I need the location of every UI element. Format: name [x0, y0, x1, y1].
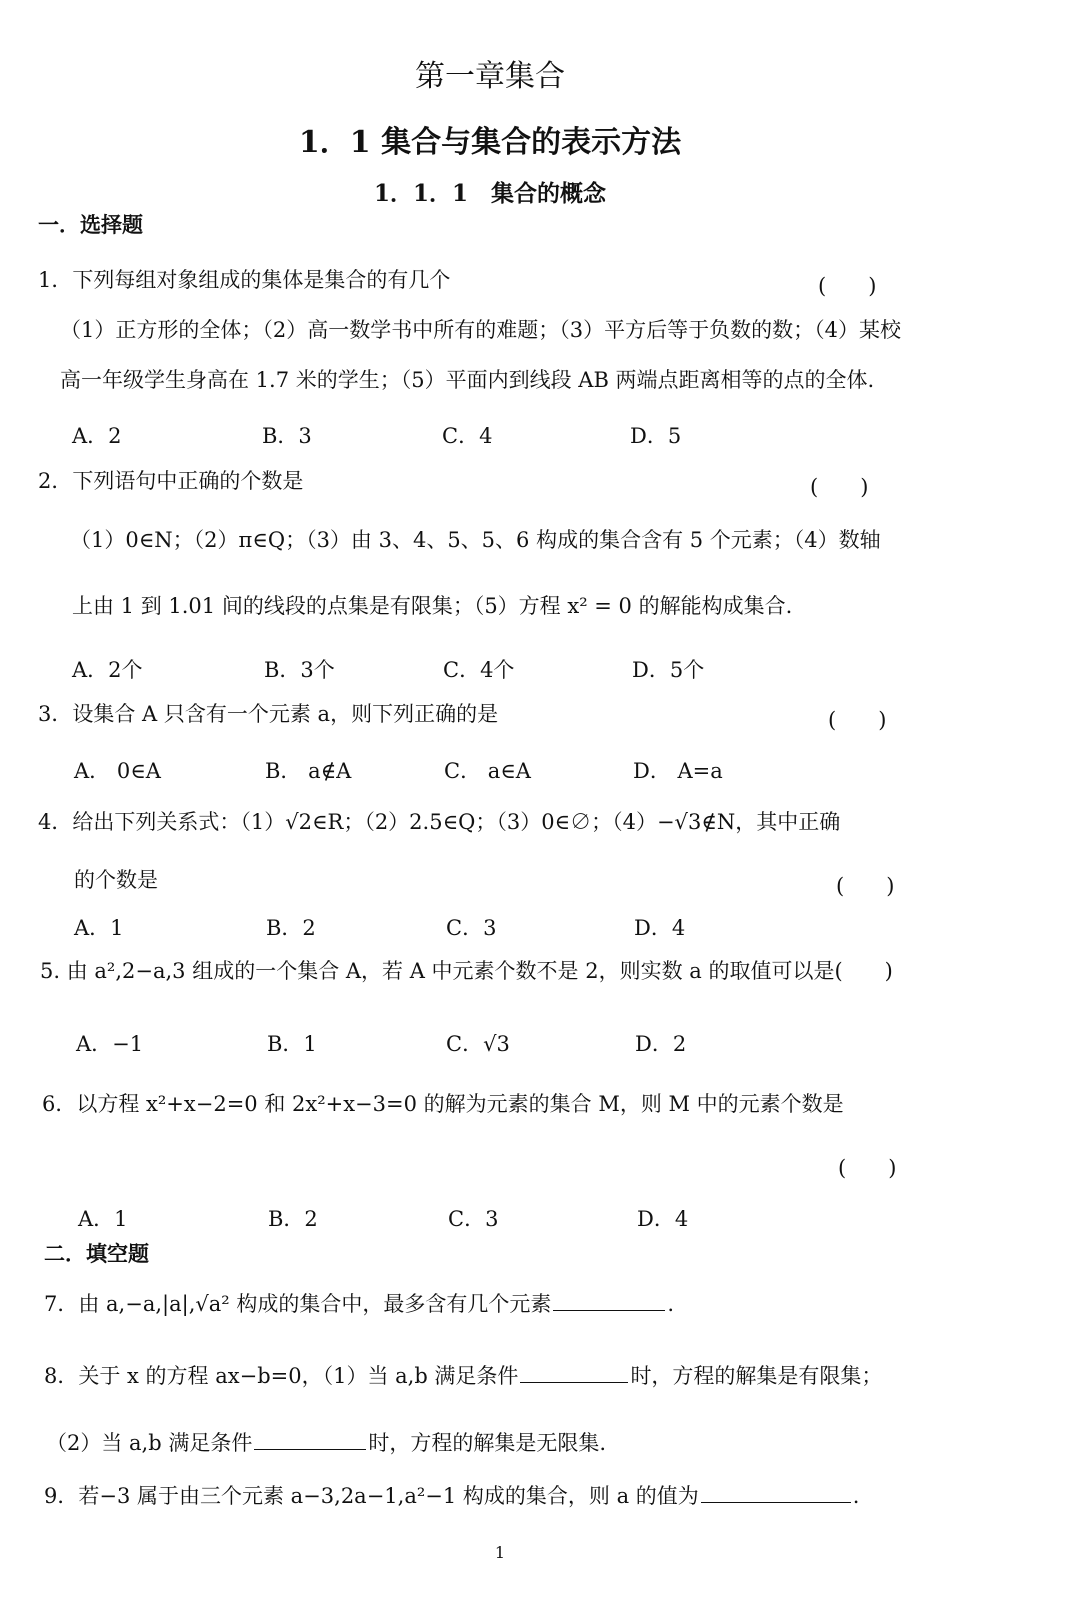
q2-option-c: C．4个: [443, 658, 515, 682]
page-number: 1: [494, 1543, 506, 1562]
q8-line1-text: 8．关于 x 的方程 ax−b=0，（1）当 a,b 满足条件: [44, 1364, 519, 1388]
q1-line1: （1）正方形的全体；（2）高一数学书中所有的难题；（3）平方后等于负数的数；（4）某校: [60, 318, 901, 342]
q7-answer-blank[interactable]: [553, 1309, 665, 1311]
q1-line2: 高一年级学生身高在 1.7 米的学生；（5）平面内到线段 AB 两端点距离相等的点的全体.: [60, 368, 875, 392]
q3-option-d: D． A=a: [633, 759, 723, 783]
q1-answer-paren: ( ): [818, 274, 877, 298]
q7-tail: .: [667, 1292, 675, 1316]
q5-option-d: D．2: [635, 1032, 687, 1056]
q5-stem: 5. 由 a²,2−a,3 组成的一个集合 A，若 A 中元素个数不是 2，则实数 a 的取值可以是( ): [40, 959, 893, 983]
q6-option-a: A．1: [78, 1207, 128, 1231]
q1-option-d: D．5: [630, 424, 682, 448]
q6-answer-paren: ( ): [838, 1156, 897, 1180]
q8-answer-blank-2[interactable]: [254, 1448, 366, 1450]
q1-option-c: C．4: [442, 424, 493, 448]
q2-answer-paren: ( ): [810, 475, 869, 499]
q4-option-b: B．2: [266, 916, 316, 940]
q9-stem: 9．若−3 属于由三个元素 a−3,2a−1,a²−1 构成的集合，则 a 的值为: [44, 1484, 699, 1508]
q9-tail: .: [852, 1484, 860, 1508]
q2-option-b: B．3个: [264, 658, 335, 682]
q4-line2: 的个数是: [74, 868, 158, 892]
q3-option-c: C． a∈A: [444, 759, 531, 783]
q4-option-a: A．1: [74, 916, 124, 940]
q8-line1: [44, 1366, 882, 1387]
q7-stem: 7．由 a,−a,|a|,√a² 构成的集合中，最多含有几个元素: [44, 1292, 552, 1316]
q3-option-b: B． a∉A: [265, 759, 352, 783]
q2-option-a: A．2个: [72, 658, 143, 682]
section-title: 1．1 集合与集合的表示方法: [298, 125, 682, 160]
q6-stem: 6．以方程 x²+x−2=0 和 2x²+x−3=0 的解为元素的集合 M，则 M 中的元素个数是: [42, 1092, 844, 1116]
q7-line: [44, 1294, 674, 1315]
q9-line: [44, 1486, 859, 1507]
q1-stem: 1．下列每组对象组成的集体是集合的有几个: [38, 268, 451, 292]
section-fill-heading: 二．填空题: [44, 1241, 149, 1266]
q4-option-d: D．4: [634, 916, 686, 940]
q8-line2-tail: 时，方程的解集是无限集.: [368, 1431, 607, 1455]
q5-option-b: B．1: [267, 1032, 317, 1056]
q2-line1: （1）0∈N；（2）π∈Q；（3）由 3、4、5、5、6 构成的集合含有 5 个元素；（4）数轴: [70, 528, 881, 552]
q4-stem: 4．给出下列关系式：（1）√2∈R；（2）2.5∈Q；（3）0∈∅；（4）−√3∉N，其中正确: [38, 810, 841, 834]
q8-line2-text: （2）当 a,b 满足条件: [46, 1431, 253, 1455]
q3-answer-paren: ( ): [828, 708, 887, 732]
section-choice-heading: 一．选择题: [38, 212, 143, 237]
q8-answer-blank-1[interactable]: [520, 1381, 628, 1383]
q6-option-b: B．2: [268, 1207, 318, 1231]
q1-option-a: A．2: [72, 424, 122, 448]
q3-stem: 3．设集合 A 只含有一个元素 a，则下列正确的是: [38, 702, 499, 726]
subsection-title: 1．1．1 集合的概念: [373, 180, 606, 207]
q1-option-b: B．3: [262, 424, 312, 448]
chapter-title: 第一章集合: [415, 59, 565, 94]
q4-option-c: C．3: [446, 916, 497, 940]
q9-answer-blank[interactable]: [701, 1501, 851, 1503]
q5-option-a: A．−1: [76, 1032, 144, 1056]
q3-option-a: A． 0∈A: [74, 759, 161, 783]
q2-stem: 2．下列语句中正确的个数是: [38, 469, 304, 493]
q2-line2: 上由 1 到 1.01 间的线段的点集是有限集；（5）方程 x² = 0 的解能构成集合.: [72, 594, 793, 618]
q8-line1-tail: 时，方程的解集是有限集；: [630, 1364, 883, 1388]
q5-option-c: C．√3: [446, 1032, 510, 1056]
q8-line2: [46, 1433, 606, 1454]
q2-option-d: D．5个: [632, 658, 705, 682]
q6-option-d: D．4: [637, 1207, 689, 1231]
q6-option-c: C．3: [448, 1207, 499, 1231]
q4-answer-paren: ( ): [836, 874, 895, 898]
